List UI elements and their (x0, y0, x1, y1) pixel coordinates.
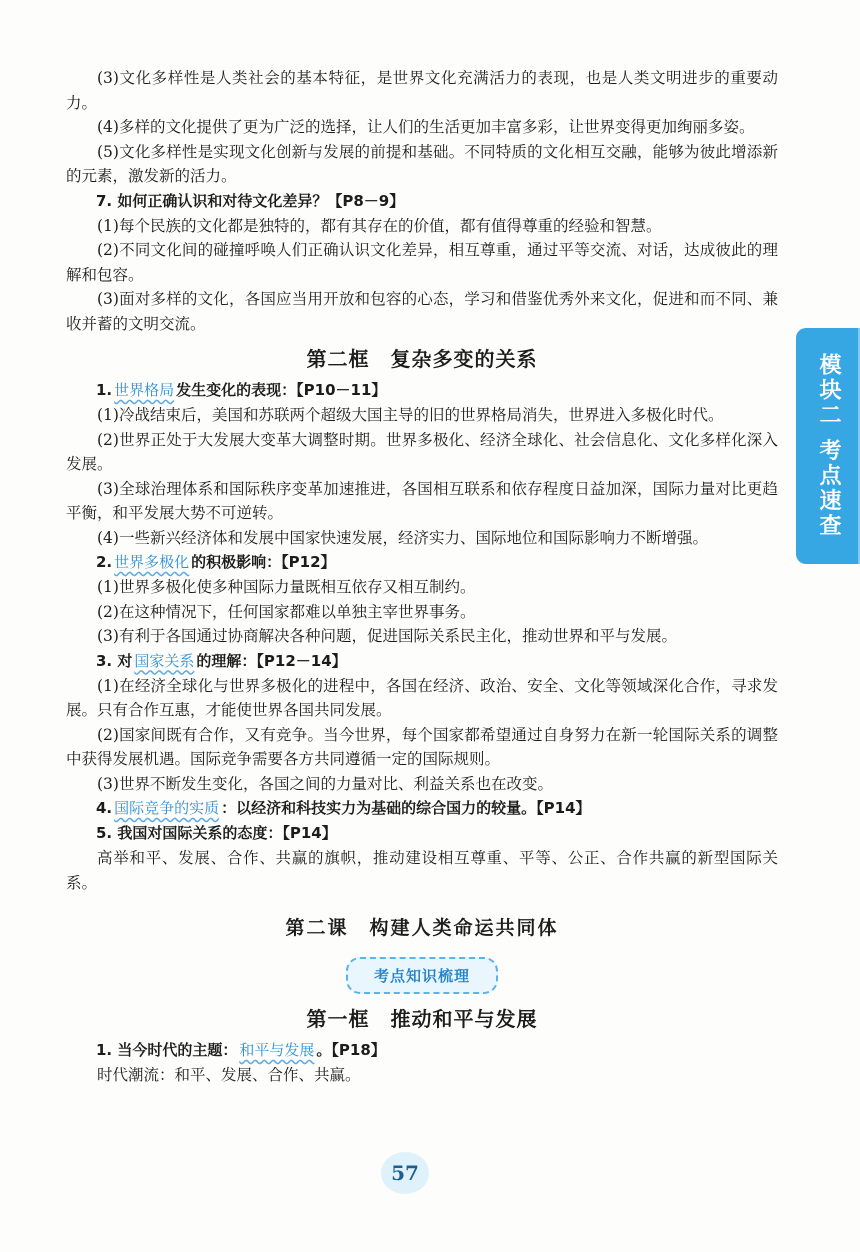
page-content (66, 66, 778, 1088)
s2q2-num: 2. (96, 553, 113, 571)
section-title-2: 第二框 复杂多变的关系 (306, 347, 538, 371)
side-tab-label: 模块二 考点速查 (816, 353, 841, 539)
badge-wrap (66, 957, 778, 994)
s2q4-text: ：以经济和科技实力为基础的综合国力的较量。 (221, 799, 537, 817)
s2q3-text: 的理解： (196, 651, 257, 670)
question-7-ref: 【P8－9】 (327, 191, 405, 210)
s2q1-ref: 【P10－11】 (296, 381, 387, 399)
l2q1-ref: 【P18】 (331, 1041, 386, 1059)
keyword-peace-development: 和平与发展 (239, 1041, 315, 1059)
s2q3-num: 3. 对 (96, 651, 133, 670)
knowledge-badge: 考点知识梳理 (346, 957, 498, 994)
s2q2-point-3: (3)有利于各国通过协商解决各种问题，促进国际关系民主化，推动世界和平与发展。 (97, 627, 677, 645)
l2q1-text: 1. 当今时代的主题： (96, 1041, 238, 1059)
s2q1-point-3: (3)全球治理体系和国际秩序变革加速推进，各国相互联系和依存程度日益加深，国际力量对比更趋平衡，和平发展大势不可逆转。 (66, 479, 778, 522)
keyword-multipolarity: 世界多极化 (114, 553, 190, 571)
keyword-state-relations: 国家关系 (134, 651, 195, 670)
s2q5-answer: 高举和平、发展、合作、共赢的旗帜，推动建设相互尊重、平等、公正、合作共赢的新型国际关系。 (66, 849, 778, 892)
s2q3-point-2: (2)国家间既有合作，又有竞争。当今世界，每个国家都希望通过自身努力在新一轮国际关系的调整中获得发展机遇。国际竞争需要各方共同遵循一定的国际规则。 (66, 725, 778, 768)
s2q1-text: 发生变化的表现： (176, 381, 297, 399)
s2q3-point-3: (3)世界不断发生变化，各国之间的力量对比、利益关系也在改变。 (97, 774, 553, 793)
question-7-text: 7. 如何正确认识和对待文化差异？ (96, 191, 328, 210)
intro-point-3: (3)文化多样性是人类社会的基本特征，是世界文化充满活力的表现，也是人类文明进步的重要动力。 (66, 69, 778, 112)
page-number: 57 (381, 1152, 429, 1194)
s2q2-point-1: (1)世界多极化使多种国际力量既相互依存又相互制约。 (97, 578, 476, 596)
intro-points (66, 66, 778, 189)
s2-question-4 (66, 796, 778, 821)
keyword-world-pattern: 世界格局 (114, 381, 175, 399)
s2-question-1 (66, 378, 778, 403)
s2q4-ref: 【P14】 (536, 799, 591, 817)
lesson-title: 第二课 构建人类命运共同体 (285, 917, 559, 939)
s2q3-point-1: (1)在经济全球化与世界多极化的进程中，各国在经济、政治、安全、文化等领域深化合作，寻求发展。只有合作互惠，才能使世界各国共同发展。 (66, 676, 778, 719)
module-side-tab (796, 328, 860, 564)
s2-question-2 (66, 550, 778, 575)
s2q5-ref: 【P14】 (282, 824, 337, 842)
s2q4-num: 4. (96, 799, 113, 817)
keyword-competition-essence: 国际竞争的实质 (114, 799, 220, 817)
q7-point-2: (2)不同文化间的碰撞呼唤人们正确认识文化差异，相互尊重，通过平等交流、对话，达成彼此的理解和包容。 (66, 241, 778, 284)
q7-point-3: (3)面对多样的文化，各国应当用开放和包容的心态，学习和借鉴优秀外来文化，促进和而不同、兼收并蓄的文明交流。 (66, 290, 778, 333)
l2q1-answer: 时代潮流：和平、发展、合作、共赢。 (97, 1066, 361, 1084)
intro-point-5: (5)文化多样性是实现文化创新与发展的前提和基础。不同特质的文化相互交融，能够为彼此增添新的元素，激发新的活力。 (66, 142, 778, 185)
s2q2-ref: 【P12】 (281, 553, 336, 571)
l2-question-1 (66, 1038, 778, 1063)
s2q1-num: 1. (96, 381, 113, 399)
s2-question-5 (66, 821, 778, 846)
s2q3-ref: 【P12－14】 (256, 651, 347, 670)
s2q2-text: 的积极影响： (191, 553, 282, 571)
l2q1-end: 。 (316, 1041, 332, 1059)
s2q1-point-2: (2)世界正处于大发展大变革大调整时期。世界多极化、经济全球化、社会信息化、文化多样化深入发展。 (66, 430, 778, 473)
s2q2-point-2: (2)在这种情况下，任何国家都难以单独主宰世界事务。 (97, 602, 476, 621)
intro-point-4: (4)多样的文化提供了更为广泛的选择，让人们的生活更加丰富多彩，让世界变得更加绚丽多姿。 (97, 118, 755, 136)
s2q5-text: 5. 我国对国际关系的态度： (96, 824, 283, 842)
s2q1-point-1: (1)冷战结束后，美国和苏联两个超级大国主导的旧的世界格局消失，世界进入多极化时代。 (97, 406, 724, 424)
s2-question-3 (66, 649, 778, 674)
s2q1-point-4: (4)一些新兴经济体和发展中国家快速发展，经济实力、国际地位和国际影响力不断增强。 (97, 528, 708, 547)
section-title-1: 第一框 推动和平与发展 (306, 1007, 538, 1031)
question-7 (66, 189, 778, 214)
q7-point-1: (1)每个民族的文化都是独特的，都有其存在的价值，都有值得尊重的经验和智慧。 (97, 216, 662, 235)
